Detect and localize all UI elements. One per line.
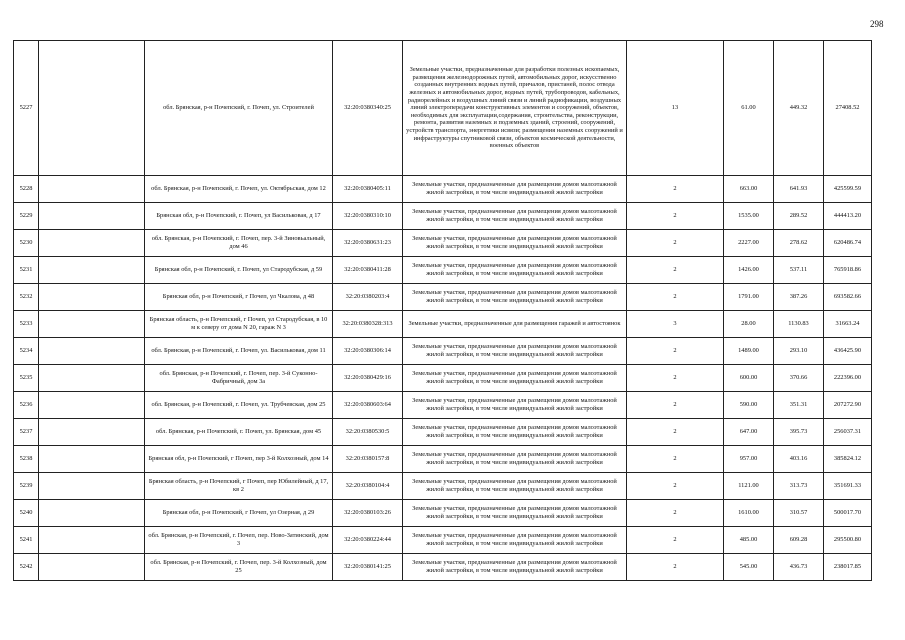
row-group: 3 [627,311,724,338]
table-row [14,257,872,284]
row-specific-value: 310.57 [774,500,824,527]
row-permitted-use: Земельные участки, предназначенные для размещения домов малоэтажной жилой застройки, в том числе индивидуальной жилой застройки [403,203,627,230]
row-group: 2 [627,230,724,257]
row-cadastral-value: 238017.85 [824,554,872,581]
row-cadastral-number: 32:20:0380328:313 [333,311,403,338]
table-row [14,446,872,473]
empty-cell [39,257,145,284]
row-group: 2 [627,419,724,446]
row-cadastral-number: 32:20:0380603:64 [333,392,403,419]
table-row [14,41,872,176]
cadastral-value-table [13,40,872,581]
empty-cell [39,41,145,176]
row-group: 2 [627,473,724,500]
table-row [14,554,872,581]
row-cadastral-number: 32:20:0380103:26 [333,500,403,527]
row-cadastral-value: 385824.12 [824,446,872,473]
row-id: 5229 [14,203,39,230]
empty-cell [39,338,145,365]
row-specific-value: 289.52 [774,203,824,230]
row-group: 2 [627,392,724,419]
row-address: обл. Брянская, р-н Почепский, г. Почеп, ул. Трубчевская, дом 25 [145,392,333,419]
row-cadastral-number: 32:20:0380340:25 [333,41,403,176]
empty-cell [39,311,145,338]
row-cadastral-value: 444413.20 [824,203,872,230]
row-cadastral-number: 32:20:0380141:25 [333,554,403,581]
row-area: 545.00 [724,554,774,581]
row-area: 485.00 [724,527,774,554]
row-cadastral-number: 32:20:0380104:4 [333,473,403,500]
row-cadastral-number: 32:20:0380429:16 [333,365,403,392]
row-group: 2 [627,257,724,284]
table-row [14,527,872,554]
empty-cell [39,446,145,473]
table-body [14,41,872,581]
row-permitted-use: Земельные участки, предназначенные для размещения домов малоэтажной жилой застройки, в том числе индивидуальной жилой застройки [403,473,627,500]
row-cadastral-number: 32:20:0380411:28 [333,257,403,284]
table-row [14,230,872,257]
row-area: 663.00 [724,176,774,203]
row-id: 5237 [14,419,39,446]
row-area: 1489.00 [724,338,774,365]
row-permitted-use: Земельные участки, предназначенные для размещения гаражей и автостоянок [403,311,627,338]
row-cadastral-value: 256037.31 [824,419,872,446]
row-group: 2 [627,446,724,473]
table-row [14,419,872,446]
table-row [14,365,872,392]
row-address: Брянская обл, р-н Почепский, г Почеп, пер 3-й Колхозный, дом 14 [145,446,333,473]
row-area: 600.00 [724,365,774,392]
row-group: 2 [627,338,724,365]
row-permitted-use: Земельные участки, предназначенные для размещения домов малоэтажной жилой застройки, в том числе индивидуальной жилой застройки [403,257,627,284]
row-id: 5233 [14,311,39,338]
row-area: 957.00 [724,446,774,473]
row-specific-value: 395.73 [774,419,824,446]
row-cadastral-value: 31663.24 [824,311,872,338]
row-specific-value: 293.10 [774,338,824,365]
row-cadastral-number: 32:20:0380157:8 [333,446,403,473]
empty-cell [39,203,145,230]
row-cadastral-number: 32:20:0380203:4 [333,284,403,311]
empty-cell [39,176,145,203]
empty-cell [39,500,145,527]
row-id: 5236 [14,392,39,419]
row-permitted-use: Земельные участки, предназначенные для размещения домов малоэтажной жилой застройки, в том числе индивидуальной жилой застройки [403,338,627,365]
row-permitted-use: Земельные участки, предназначенные для размещения домов малоэтажной жилой застройки, в том числе индивидуальной жилой застройки [403,500,627,527]
row-address: Брянская область, р-н Почепский, г Почеп, ул Стародубская, в 10 м к северу от дома N 20, гараж N 3 [145,311,333,338]
table-row [14,284,872,311]
row-specific-value: 449.32 [774,41,824,176]
empty-cell [39,419,145,446]
page-number: 298 [870,19,884,29]
row-cadastral-number: 32:20:0380306:14 [333,338,403,365]
row-address: обл. Брянская, р-н Почепский, г. Почеп, ул. Октябрьская, дом 12 [145,176,333,203]
row-permitted-use: Земельные участки, предназначенные для размещения домов малоэтажной жилой застройки, в том числе индивидуальной жилой застройки [403,365,627,392]
row-permitted-use: Земельные участки, предназначенные для размещения домов малоэтажной жилой застройки, в том числе индивидуальной жилой застройки [403,284,627,311]
table-row [14,311,872,338]
row-specific-value: 436.73 [774,554,824,581]
row-id: 5241 [14,527,39,554]
row-cadastral-value: 500017.70 [824,500,872,527]
table-row [14,203,872,230]
row-address: обл. Брянская, р-н Почепский, г. Почеп, пер. 3-й Зиновьальный, дом 46 [145,230,333,257]
row-specific-value: 403.16 [774,446,824,473]
row-cadastral-number: 32:20:0380310:10 [333,203,403,230]
row-id: 5230 [14,230,39,257]
row-permitted-use: Земельные участки, предназначенные для размещения домов малоэтажной жилой застройки, в том числе индивидуальной жилой застройки [403,446,627,473]
row-permitted-use: Земельные участки, предназначенные для размещения домов малоэтажной жилой застройки, в том числе индивидуальной жилой застройки [403,392,627,419]
row-cadastral-number: 32:20:0380530:5 [333,419,403,446]
row-id: 5234 [14,338,39,365]
row-specific-value: 537.11 [774,257,824,284]
row-area: 1426.00 [724,257,774,284]
row-permitted-use: Земельные участки, предназначенные для размещения домов малоэтажной жилой застройки, в том числе индивидуальной жилой застройки [403,527,627,554]
row-area: 1791.00 [724,284,774,311]
empty-cell [39,554,145,581]
row-permitted-use: Земельные участки, предназначенные для размещения домов малоэтажной жилой застройки, в том числе индивидуальной жилой застройки [403,230,627,257]
row-address: Брянская обл, р-н Почепский, г Почеп, ул Чкалова, д 48 [145,284,333,311]
row-address: обл. Брянская, р-н Почепский, г. Почеп, ул. Строителей [145,41,333,176]
row-id: 5235 [14,365,39,392]
row-group: 2 [627,365,724,392]
row-group: 2 [627,527,724,554]
empty-cell [39,230,145,257]
row-area: 1610.00 [724,500,774,527]
row-cadastral-value: 425599.59 [824,176,872,203]
row-cadastral-value: 27408.52 [824,41,872,176]
row-specific-value: 387.26 [774,284,824,311]
row-cadastral-value: 693582.66 [824,284,872,311]
row-id: 5242 [14,554,39,581]
row-address: обл. Брянская, р-н Почепский, г. Почеп, ул. Васильковая, дом 11 [145,338,333,365]
row-group: 2 [627,500,724,527]
row-address: Брянская область, р-н Почепский, г Почеп, пер Юбилейный, д 17, кв 2 [145,473,333,500]
row-address: Брянская обл, р-н Почепский, г. Почеп, ул Васильковая, д 17 [145,203,333,230]
table-row [14,500,872,527]
row-id: 5238 [14,446,39,473]
row-area: 1535.00 [724,203,774,230]
row-id: 5232 [14,284,39,311]
row-cadastral-value: 222396.00 [824,365,872,392]
row-cadastral-value: 620486.74 [824,230,872,257]
row-area: 1121.00 [724,473,774,500]
row-cadastral-number: 32:20:0380224:44 [333,527,403,554]
empty-cell [39,473,145,500]
row-cadastral-value: 295500.80 [824,527,872,554]
row-area: 2227.00 [724,230,774,257]
row-cadastral-value: 436425.90 [824,338,872,365]
row-specific-value: 278.62 [774,230,824,257]
row-specific-value: 609.28 [774,527,824,554]
row-area: 590.00 [724,392,774,419]
row-cadastral-value: 351691.33 [824,473,872,500]
table-row [14,473,872,500]
row-specific-value: 370.66 [774,365,824,392]
row-specific-value: 641.93 [774,176,824,203]
row-address: обл. Брянская, р-н Почепский, г. Почеп, пер. 3-й Суконно-Фабричный, дом 3а [145,365,333,392]
row-address: обл. Брянская, р-н Почепский, г. Почеп, пер. Ново-Затинский, дом 3 [145,527,333,554]
row-id: 5227 [14,41,39,176]
row-group: 2 [627,554,724,581]
row-specific-value: 313.73 [774,473,824,500]
row-permitted-use: Земельные участки, предназначенные для размещения домов малоэтажной жилой застройки, в том числе индивидуальной жилой застройки [403,419,627,446]
row-address: обл. Брянская, р-н Почепский, г. Почеп, пер. 3-й Колхозный, дом 25 [145,554,333,581]
row-area: 647.00 [724,419,774,446]
table-row [14,392,872,419]
empty-cell [39,392,145,419]
row-group: 2 [627,203,724,230]
row-id: 5239 [14,473,39,500]
row-permitted-use: Земельные участки, предназначенные для размещения домов малоэтажной жилой застройки, в том числе индивидуальной жилой застройки [403,554,627,581]
row-permitted-use: Земельные участки, предназначенные для размещения домов малоэтажной жилой застройки, в том числе индивидуальной жилой застройки [403,176,627,203]
row-cadastral-number: 32:20:0380631:23 [333,230,403,257]
empty-cell [39,527,145,554]
empty-cell [39,365,145,392]
row-group: 13 [627,41,724,176]
row-id: 5231 [14,257,39,284]
row-group: 2 [627,284,724,311]
row-group: 2 [627,176,724,203]
row-area: 28.00 [724,311,774,338]
row-address: обл. Брянская, р-н Почепский, г. Почеп, ул. Брянская, дом 45 [145,419,333,446]
row-specific-value: 1130.83 [774,311,824,338]
row-id: 5228 [14,176,39,203]
table-row [14,176,872,203]
table-row [14,338,872,365]
empty-cell [39,284,145,311]
row-address: Брянская обл, р-н Почепский, г Почеп, ул Озерная, д 29 [145,500,333,527]
row-area: 61.00 [724,41,774,176]
row-address: Брянская обл, р-н Почепский, г. Почеп, ул Стародубская, д 59 [145,257,333,284]
row-cadastral-number: 32:20:0380405:11 [333,176,403,203]
row-cadastral-value: 207272.90 [824,392,872,419]
row-cadastral-value: 765918.86 [824,257,872,284]
row-specific-value: 351.31 [774,392,824,419]
row-id: 5240 [14,500,39,527]
row-permitted-use: Земельные участки, предназначенные для разработки полезных ископаемых, размещения железнодорожных путей, автомобильных дорог, искусственно созданных внутренних водных путей, причалов, пристаней, полос отвода железных и автомобильных дорог, водных путей, трубопроводов, кабельных, радиорелейных и воздушных линий связи и линий радиофикации, воздушных линий электропередачи конструктивных элементов и сооружений, объектов, необходимых для эксплуатации,содержания, строительства, реконструкции, ремонта, развития наземных и подземных зданий, строений, сооружений, устройств транспорта, энергетики исвязи; размещения наземных сооружений и инфраструктуры спутниковой связи, объектов космической деятельности, военных объектов [403,41,627,176]
